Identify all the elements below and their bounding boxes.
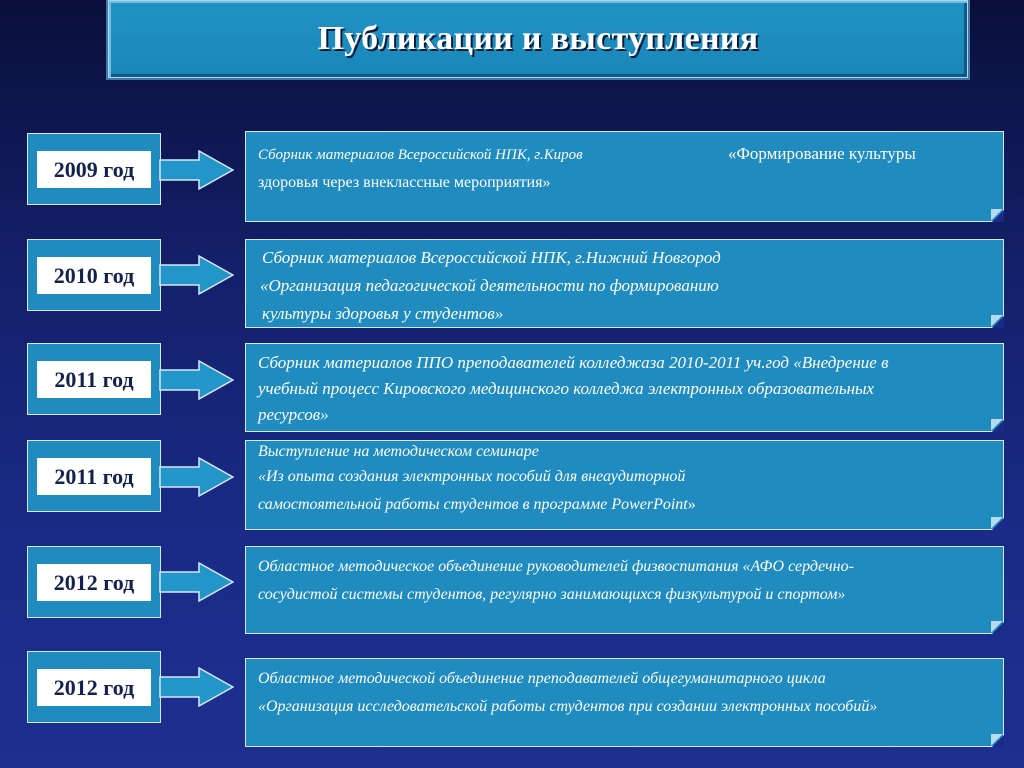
right-arrow-icon bbox=[159, 360, 234, 400]
right-arrow-icon bbox=[159, 562, 234, 602]
entry-text: «Из опыта создания электронных пособий для внеаудиторной bbox=[258, 468, 686, 485]
right-arrow-icon bbox=[159, 255, 234, 295]
year-box-2012-b bbox=[27, 651, 161, 723]
year-box-2011-b bbox=[27, 440, 161, 512]
entry-text: «Организация педагогической деятельности по формированию bbox=[260, 276, 719, 295]
entry-text: Сборник материалов Всероссийской НПК, г.Нижний Новгород bbox=[262, 248, 721, 267]
year-label: 2011 год bbox=[37, 458, 151, 495]
entry-text: » bbox=[687, 496, 696, 513]
year-label: 2011 год bbox=[37, 361, 151, 398]
year-label: 2012 год bbox=[37, 669, 151, 706]
entry-text: культуры здоровья у студентов» bbox=[262, 304, 504, 323]
right-arrow-icon bbox=[159, 150, 234, 190]
entry-text: Выступление на методическом семинаре bbox=[258, 443, 539, 460]
entry-card-6 bbox=[245, 658, 1004, 747]
entry-text: «Формирование культуры bbox=[728, 144, 916, 163]
entry-text: Областное методическое объединение руководителей физвоспитания «АФО сердечно- bbox=[258, 558, 854, 575]
entry-card-3 bbox=[245, 343, 1004, 432]
entry-text: здоровья через внеклассные мероприятия» bbox=[258, 174, 551, 191]
entry-text: «Организация исследовательской работы студентов при создании электронных пособий» bbox=[258, 698, 878, 715]
entry-card-2 bbox=[245, 239, 1004, 328]
right-arrow-icon bbox=[159, 667, 234, 707]
entry-text: Сборник материалов Всероссийской НПК, г.Киров bbox=[258, 147, 583, 163]
entry-text: учебный процесс Кировского медицинского колледжа электронных образовательных bbox=[258, 379, 875, 398]
entry-card-4 bbox=[245, 440, 1004, 530]
year-box-2011-a bbox=[27, 343, 161, 415]
right-arrow-icon bbox=[159, 457, 234, 497]
year-box-2010 bbox=[27, 239, 161, 311]
entry-card-1 bbox=[245, 131, 1004, 222]
page-title: Публикации и выступления bbox=[317, 20, 759, 57]
year-label: 2012 год bbox=[37, 564, 151, 601]
entry-text: Сборник материалов ППО преподавателей колледжаза 2010-2011 уч.год «Внедрение в bbox=[258, 353, 889, 372]
year-box-2012-a bbox=[27, 546, 161, 618]
year-label: 2009 год bbox=[37, 151, 151, 188]
year-box-2009 bbox=[27, 133, 161, 205]
entry-text: самостоятельной работы студентов в программе PowerPoint bbox=[258, 496, 688, 513]
entry-text: сосудистой системы студентов, регулярно занимающихся физкультурой и спортом» bbox=[258, 586, 846, 603]
year-label: 2010 год bbox=[37, 257, 151, 294]
entry-text: Областное методической объединение преподавателей общегуманитарного цикла bbox=[258, 670, 826, 687]
entry-card-5 bbox=[245, 546, 1004, 634]
entry-text: ресурсов» bbox=[258, 405, 329, 424]
title-banner bbox=[108, 0, 968, 78]
